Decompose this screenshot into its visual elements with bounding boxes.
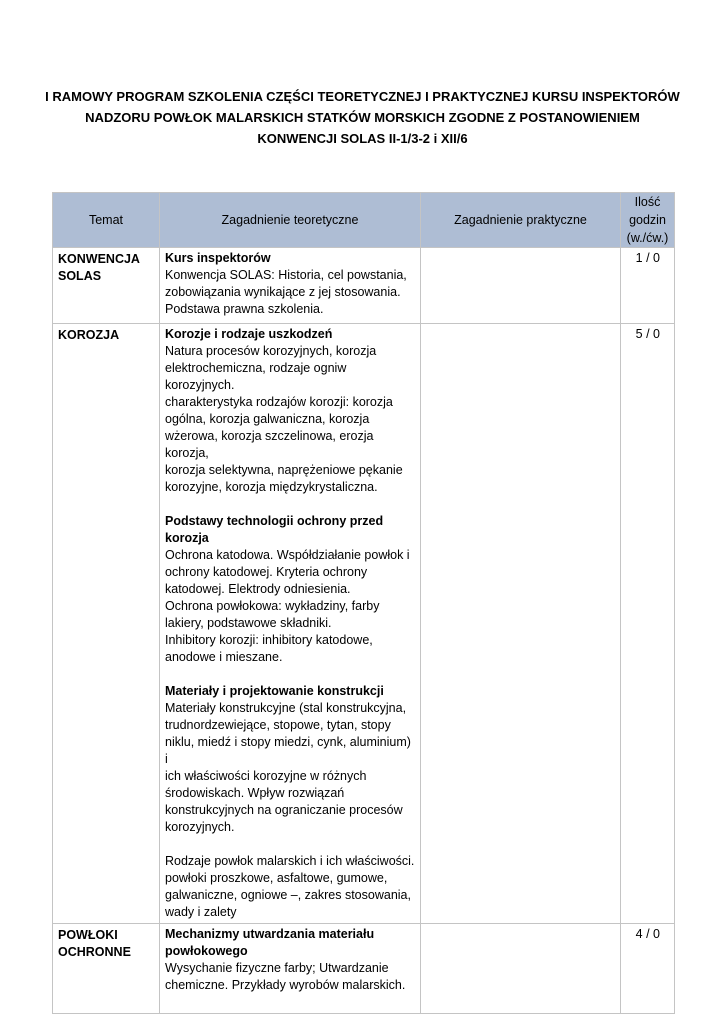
table-header-row	[53, 193, 675, 248]
row-topic: KOROZJA	[53, 324, 160, 924]
title-line-3: KONWENCJI SOLAS II-1/3-2 i XII/6	[257, 131, 468, 146]
header-topic: Temat	[53, 193, 160, 248]
row-topic: POWŁOKI OCHRONNE	[53, 924, 160, 1014]
row-practice	[421, 924, 621, 1014]
row-theory	[160, 324, 421, 924]
theory-block	[165, 326, 415, 496]
row-theory	[160, 248, 421, 324]
theory-block	[165, 513, 415, 666]
header-hours: Ilość godzin (w./ćw.)	[621, 193, 675, 248]
block-title: Mechanizmy utwardzania materiału powłokowego	[165, 927, 375, 958]
header-theory: Zagadnienie teoretyczne	[160, 193, 421, 248]
theory-block	[165, 853, 415, 921]
block-body: Ochrona katodowa. Współdziałanie powłok i ochrony katodowej. Kryteria ochrony katodowej. Elektrody odniesienia. Ochrona powłokowa: wykładziny, farby lakiery, podstawowe składniki. Inhibitory korozji: inhibitory katodowe, anodowe i mieszane.	[165, 548, 410, 664]
table-row	[53, 324, 675, 924]
table-row	[53, 924, 675, 1014]
row-hours: 5 / 0	[621, 324, 675, 924]
block-body: Rodzaje powłok malarskich i ich właściwości. powłoki proszkowe, asfaltowe, gumowe, galwaniczne, ogniowe –, zakres stosowania, wady i zalety	[165, 854, 415, 919]
block-title: Podstawy technologii ochrony przed korozja	[165, 514, 384, 545]
row-hours: 1 / 0	[621, 248, 675, 324]
table-row	[53, 248, 675, 324]
header-practice: Zagadnienie praktyczne	[421, 193, 621, 248]
block-body: Natura procesów korozyjnych, korozja elektrochemiczna, rodzaje ogniw korozyjnych. charakterystyka rodzajów korozji: korozja ogólna, korozja galwaniczna, korozja wżerowa, korozja szczelinowa, erozja korozja, korozja selektywna, naprężeniowe pękanie korozyjne, korozja międzykrystaliczna.	[165, 344, 403, 494]
theory-block	[165, 250, 415, 318]
row-practice	[421, 248, 621, 324]
block-title: Korozje i rodzaje uszkodzeń	[165, 327, 333, 341]
row-practice	[421, 324, 621, 924]
theory-block	[165, 683, 415, 836]
title-line-2: NADZORU POWŁOK MALARSKICH STATKÓW MORSKICH ZGODNE Z POSTANOWIENIEM	[85, 110, 640, 125]
row-hours: 4 / 0	[621, 924, 675, 1014]
row-topic: KONWENCJA SOLAS	[53, 248, 160, 324]
theory-block	[165, 926, 415, 994]
block-body: Materiały konstrukcyjne (stal konstrukcyjna, trudnordzewiejące, stopowe, tytan, stopy niklu, miedź i stopy miedzi, cynk, aluminium) i ich właściwości korozyjne w różnych środowiskach. Wpływ rozwiązań konstrukcyjnych na ograniczanie procesów korozyjnych.	[165, 701, 411, 834]
block-body: Konwencja SOLAS: Historia, cel powstania, zobowiązania wynikające z jej stosowania. Podstawa prawna szkolenia.	[165, 268, 407, 316]
program-table	[52, 192, 675, 1014]
row-theory	[160, 924, 421, 1014]
block-title: Kurs inspektorów	[165, 251, 271, 265]
title-line-1: I RAMOWY PROGRAM SZKOLENIA CZĘŚCI TEORETYCZNEJ I PRAKTYCZNEJ KURSU INSPEKTORÓW	[45, 89, 680, 104]
document-title	[40, 86, 685, 149]
block-body: Wysychanie fizyczne farby; Utwardzanie chemiczne. Przykłady wyrobów malarskich.	[165, 961, 406, 992]
block-title: Materiały i projektowanie konstrukcji	[165, 684, 384, 698]
